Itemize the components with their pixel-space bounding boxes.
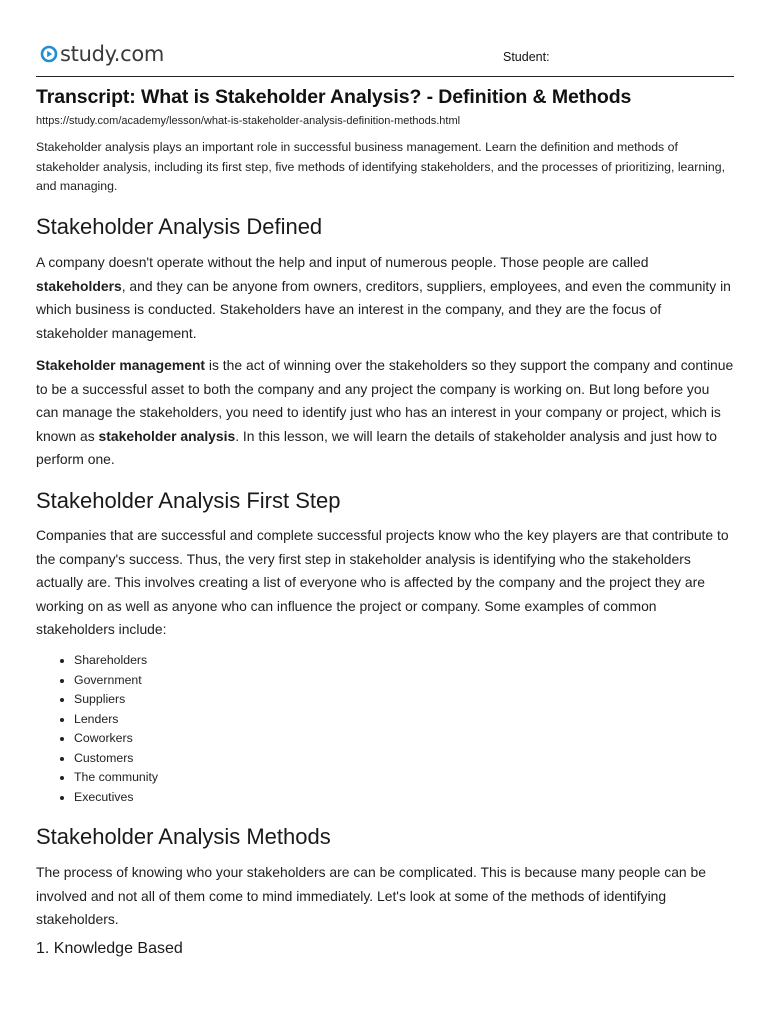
- paragraph-methods: The process of knowing who your stakeholders are can be complicated. This is because many people can be involved and not all of them come to mind immediately. Let's look at some of the methods of identifying stakeholders.: [36, 864, 706, 928]
- paragraph-first-step: Companies that are successful and complete successful projects know who the key players are that contribute to the company's success. Thus, the very first step in stakeholder analysis is identifying who the stakeholders actually are. This involves creating a list of everyone who is affected by the company and the project they are working on as well as anyone who can influence the project or company. Some examples of common stakeholders include:: [36, 527, 729, 638]
- source-url: https://study.com/academy/lesson/what-is-stakeholder-analysis-definition-methods.html: [36, 115, 461, 127]
- page-header: [36, 0, 734, 77]
- stakeholder-list-item: Shareholders: [74, 651, 158, 671]
- stakeholder-list-item: The community: [74, 768, 158, 788]
- section-heading-defined: Stakeholder Analysis Defined: [36, 214, 323, 239]
- page-title: Transcript: What is Stakeholder Analysis? - Definition & Methods: [36, 86, 632, 108]
- stakeholder-list-item: Executives: [74, 788, 158, 808]
- lesson-summary: Stakeholder analysis plays an important role in successful business management. Learn the definition and methods of stakeholder analysis, including its first step, five methods of identifying stakeholders, and the processes of prioritizing, learning, and managing.: [36, 140, 725, 193]
- play-circle-icon: [40, 45, 58, 63]
- paragraph-defined-1: A company doesn't operate without the help and input of numerous people. Those people are called stakeholders, and they can be anyone from owners, creditors, suppliers, employees, and even the community in which business is conducted. Stakeholders have an interest in the company, and they are the focus of stakeholder management.: [36, 254, 731, 341]
- section-heading-first-step: Stakeholder Analysis First Step: [36, 488, 341, 513]
- paragraph-defined-2: Stakeholder management is the act of winning over the stakeholders so they support the company and continue to be a successful asset to both the company and any project the company is working on. But long before you can manage the stakeholders, you need to identify just who has an interest in your company or project, which is known as stakeholder analysis. In this lesson, we will learn the details of stakeholder analysis and just how to perform one.: [36, 357, 734, 468]
- stakeholder-list: [36, 651, 158, 807]
- stakeholder-list-item: Customers: [74, 749, 158, 769]
- document-page: [36, 0, 734, 957]
- student-label: Student:: [503, 50, 550, 64]
- method-heading-knowledge-based: 1. Knowledge Based: [36, 940, 183, 957]
- stakeholder-list-item: Government: [74, 671, 158, 691]
- study-logo: [40, 42, 164, 66]
- stakeholder-list-item: Coworkers: [74, 729, 158, 749]
- stakeholder-list-item: Suppliers: [74, 690, 158, 710]
- stakeholder-list-item: Lenders: [74, 710, 158, 730]
- section-heading-methods: Stakeholder Analysis Methods: [36, 824, 331, 849]
- brand-name: study.com: [60, 42, 165, 66]
